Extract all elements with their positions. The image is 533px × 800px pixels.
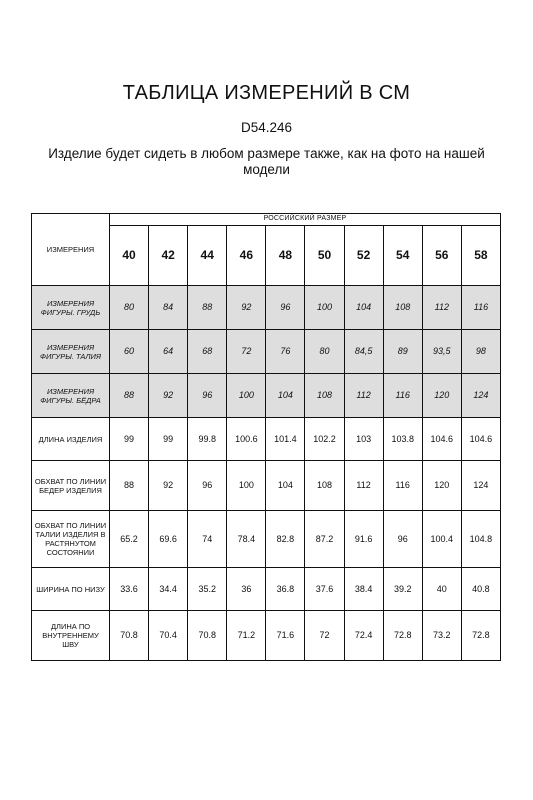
- table-cell: 34.4: [149, 568, 188, 611]
- size-chart-table: [31, 213, 501, 661]
- size-header-cell: 52: [344, 226, 383, 286]
- table-row: [32, 374, 501, 418]
- corner-label: ИЗМЕРЕНИЯ: [32, 214, 110, 286]
- table-cell: 39.2: [383, 568, 422, 611]
- table-cell: 70.4: [149, 611, 188, 661]
- table-cell: 84,5: [344, 330, 383, 374]
- row-label: ОБХВАТ ПО ЛИНИИ ТАЛИИ ИЗДЕЛИЯ В РАСТЯНУТОМ СОСТОЯНИИ: [32, 511, 110, 568]
- size-header-cell: 54: [383, 226, 422, 286]
- table-cell: 116: [383, 374, 422, 418]
- size-header-cell: 56: [422, 226, 461, 286]
- table-cell: 99: [149, 418, 188, 461]
- table-cell: 60: [110, 330, 149, 374]
- table-cell: 124: [461, 374, 500, 418]
- table-cell: 96: [188, 461, 227, 511]
- table-cell: 65.2: [110, 511, 149, 568]
- table-cell: 96: [266, 286, 305, 330]
- table-cell: 92: [227, 286, 266, 330]
- table-cell: 100: [227, 461, 266, 511]
- table-cell: 104: [344, 286, 383, 330]
- row-label: ИЗМЕРЕНИЯ ФИГУРЫ. ТАЛИЯ: [32, 330, 110, 374]
- table-cell: 104.6: [461, 418, 500, 461]
- table-row: [32, 330, 501, 374]
- table-cell: 100.4: [422, 511, 461, 568]
- table-cell: 33.6: [110, 568, 149, 611]
- table-cell: 71.6: [266, 611, 305, 661]
- table-cell: 104: [266, 374, 305, 418]
- size-header-cell: 40: [110, 226, 149, 286]
- table-cell: 112: [344, 374, 383, 418]
- page-title: ТАБЛИЦА ИЗМЕРЕНИЙ В СМ: [122, 82, 411, 104]
- table-cell: 93,5: [422, 330, 461, 374]
- table-cell: 88: [110, 374, 149, 418]
- table-cell: 82.8: [266, 511, 305, 568]
- table-cell: 103: [344, 418, 383, 461]
- table-cell: 116: [461, 286, 500, 330]
- table-cell: 108: [305, 374, 344, 418]
- row-label: ИЗМЕРЕНИЯ ФИГУРЫ. БЁДРА: [32, 374, 110, 418]
- table-cell: 104.6: [422, 418, 461, 461]
- table-cell: 98: [461, 330, 500, 374]
- fit-note: Изделие будет сидеть в любом размере также, как на фото на нашей модели: [48, 146, 485, 177]
- table-cell: 96: [188, 374, 227, 418]
- table-cell: 116: [383, 461, 422, 511]
- table-row: [32, 568, 501, 611]
- table-cell: 104: [266, 461, 305, 511]
- size-header-cell: 44: [188, 226, 227, 286]
- table-cell: 40.8: [461, 568, 500, 611]
- table-cell: 64: [149, 330, 188, 374]
- size-header-cell: 42: [149, 226, 188, 286]
- table-cell: 100: [305, 286, 344, 330]
- row-label: ШИРИНА ПО НИЗУ: [32, 568, 110, 611]
- row-label: ОБХВАТ ПО ЛИНИИ БЕДЕР ИЗДЕЛИЯ: [32, 461, 110, 511]
- table-cell: 91.6: [344, 511, 383, 568]
- table-cell: 70.8: [188, 611, 227, 661]
- table-row: [32, 511, 501, 568]
- table-cell: 101.4: [266, 418, 305, 461]
- table-cell: 102.2: [305, 418, 344, 461]
- table-cell: 103.8: [383, 418, 422, 461]
- table-cell: 99.8: [188, 418, 227, 461]
- table-cell: 112: [344, 461, 383, 511]
- table-cell: 92: [149, 461, 188, 511]
- table-cell: 73.2: [422, 611, 461, 661]
- table-cell: 84: [149, 286, 188, 330]
- table-cell: 108: [305, 461, 344, 511]
- table-cell: 80: [305, 330, 344, 374]
- table-cell: 38.4: [344, 568, 383, 611]
- table-cell: 100: [227, 374, 266, 418]
- table-cell: 99: [110, 418, 149, 461]
- table-row: [32, 286, 501, 330]
- table-cell: 74: [188, 511, 227, 568]
- size-header-cell: 58: [461, 226, 500, 286]
- row-label: ИЗМЕРЕНИЯ ФИГУРЫ. ГРУДЬ: [32, 286, 110, 330]
- table-cell: 72: [227, 330, 266, 374]
- table-cell: 112: [422, 286, 461, 330]
- table-cell: 69.6: [149, 511, 188, 568]
- table-header-row: [32, 214, 501, 226]
- table-cell: 72: [305, 611, 344, 661]
- article-number: D54.246: [240, 120, 293, 135]
- table-cell: 120: [422, 461, 461, 511]
- table-cell: 88: [188, 286, 227, 330]
- group-header: РОССИЙСКИЙ РАЗМЕР: [110, 214, 501, 226]
- table-cell: 70.8: [110, 611, 149, 661]
- table-cell: 78.4: [227, 511, 266, 568]
- size-header-cell: 48: [266, 226, 305, 286]
- row-label: ДЛИНА ПО ВНУТРЕННЕМУ ШВУ: [32, 611, 110, 661]
- table-cell: 35.2: [188, 568, 227, 611]
- table-cell: 72.8: [461, 611, 500, 661]
- table-cell: 40: [422, 568, 461, 611]
- table-cell: 36.8: [266, 568, 305, 611]
- table-cell: 124: [461, 461, 500, 511]
- table-cell: 80: [110, 286, 149, 330]
- table-cell: 36: [227, 568, 266, 611]
- table-cell: 96: [383, 511, 422, 568]
- table-cell: 108: [383, 286, 422, 330]
- table-cell: 72.8: [383, 611, 422, 661]
- table-cell: 120: [422, 374, 461, 418]
- size-header-cell: 50: [305, 226, 344, 286]
- table-cell: 89: [383, 330, 422, 374]
- table-cell: 104.8: [461, 511, 500, 568]
- table-cell: 100.6: [227, 418, 266, 461]
- table-cell: 37.6: [305, 568, 344, 611]
- table-cell: 72.4: [344, 611, 383, 661]
- table-row: [32, 461, 501, 511]
- table-cell: 88: [110, 461, 149, 511]
- table-cell: 76: [266, 330, 305, 374]
- table-cell: 87.2: [305, 511, 344, 568]
- row-label: ДЛИНА ИЗДЕЛИЯ: [32, 418, 110, 461]
- size-header-cell: 46: [227, 226, 266, 286]
- table-row: [32, 611, 501, 661]
- table-cell: 92: [149, 374, 188, 418]
- table-cell: 71.2: [227, 611, 266, 661]
- table-cell: 68: [188, 330, 227, 374]
- table-row: [32, 418, 501, 461]
